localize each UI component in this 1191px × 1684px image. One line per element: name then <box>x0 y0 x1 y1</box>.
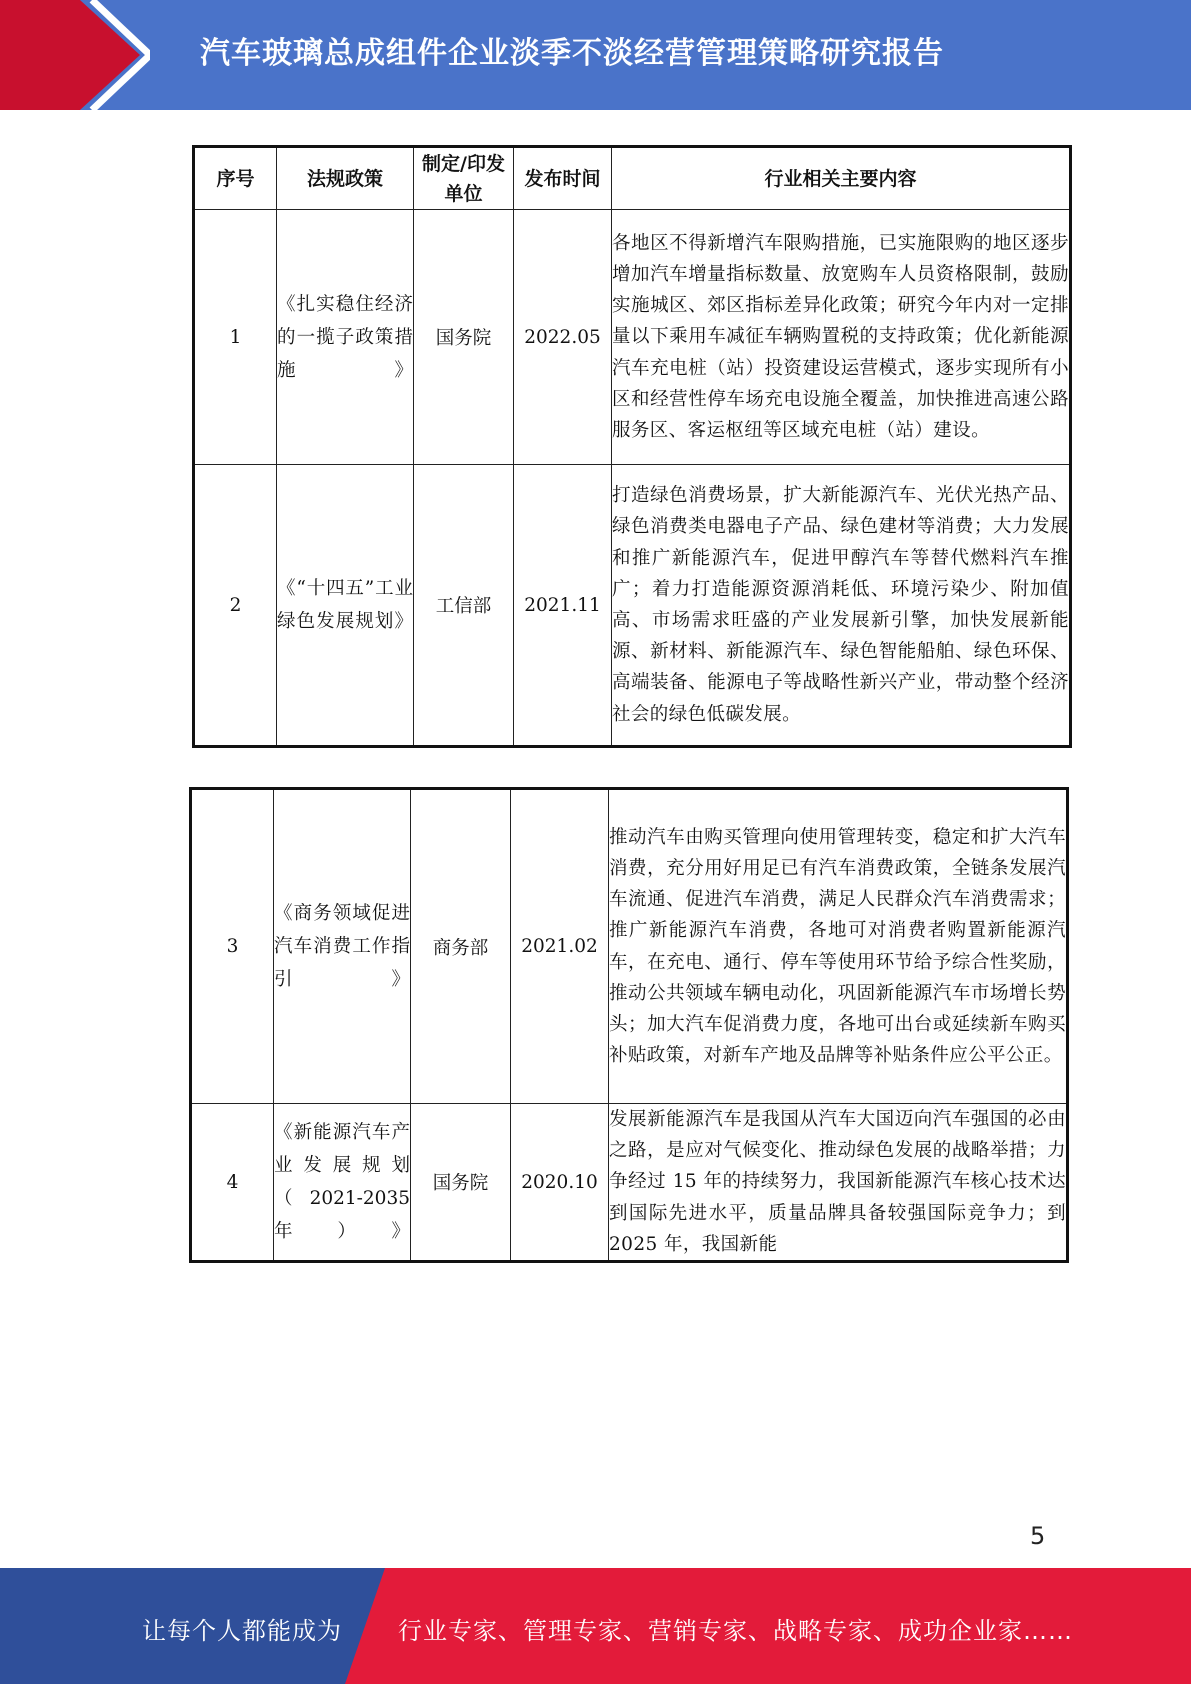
table-row <box>191 1104 1068 1262</box>
row-date: 2021.02 <box>511 789 609 1104</box>
row-policy-name: 《“十四五”工业绿色发展规划》 <box>277 465 414 747</box>
row-content: 各地区不得新增汽车限购措施，已实施限购的地区逐步增加汽车增量指标数量、放宽购车人员资格限制，鼓励实施城区、郊区指标差异化政策；研究今年内对一定排量以下乘用车减征车辆购置税的支持政策；优化新能源汽车充电桩（站）投资建设运营模式，逐步实现所有小区和经营性停车场充电设施全覆盖，加快推进高速公路服务区、客运枢纽等区域充电桩（站）建设。 <box>612 210 1071 465</box>
row-policy-name: 《扎实稳住经济的一揽子政策措施》 <box>277 210 414 465</box>
row-content: 发展新能源汽车是我国从汽车大国迈向汽车强国的必由之路，是应对气候变化、推动绿色发展的战略举措；力争经过 15 年的持续努力，我国新能源汽车核心技术达到国际先进水平，质量品牌具备较强国际竞争力；到 2025 年，我国新能 <box>609 1104 1068 1262</box>
policy-table-part-1 <box>192 145 1072 748</box>
row-index: 1 <box>194 210 277 465</box>
row-index: 4 <box>191 1104 274 1262</box>
table-header-row <box>194 147 1071 210</box>
row-issuer: 国务院 <box>411 1104 511 1262</box>
header-content: 行业相关主要内容 <box>612 147 1071 210</box>
row-policy-name: 《新能源汽车产业发展规划（2021-2035年）》 <box>274 1104 411 1262</box>
row-index: 3 <box>191 789 274 1104</box>
header-bar <box>0 0 1191 110</box>
header-accent-chevron <box>0 0 150 110</box>
report-title: 汽车玻璃总成组件企业淡季不淡经营管理策略研究报告 <box>200 36 944 71</box>
row-issuer: 商务部 <box>411 789 511 1104</box>
header-date: 发布时间 <box>514 147 612 210</box>
table-row <box>194 465 1071 747</box>
footer-slogan-right: 行业专家、管理专家、营销专家、战略专家、成功企业家…… <box>398 1617 1073 1645</box>
header-issuer: 制定/印发单位 <box>414 147 514 210</box>
row-issuer: 国务院 <box>414 210 514 465</box>
row-date: 2020.10 <box>511 1104 609 1262</box>
page-number: 5 <box>1030 1522 1046 1550</box>
policy-table-part-2 <box>189 787 1069 1263</box>
row-index: 2 <box>194 465 277 747</box>
row-policy-name: 《商务领域促进汽车消费工作指引》 <box>274 789 411 1104</box>
row-date: 2022.05 <box>514 210 612 465</box>
header-policy: 法规政策 <box>277 147 414 210</box>
row-date: 2021.11 <box>514 465 612 747</box>
row-content: 打造绿色消费场景，扩大新能源汽车、光伏光热产品、绿色消费类电器电子产品、绿色建材等消费；大力发展和推广新能源汽车，促进甲醇汽车等替代燃料汽车推广；着力打造能源资源消耗低、环境污染少、附加值高、市场需求旺盛的产业发展新引擎，加快发展新能源、新材料、新能源汽车、绿色智能船舶、绿色环保、高端装备、能源电子等战略性新兴产业，带动整个经济社会的绿色低碳发展。 <box>612 465 1071 747</box>
table-row <box>194 210 1071 465</box>
footer-slogan-left: 让每个人都能成为 <box>142 1617 342 1645</box>
table-row <box>191 789 1068 1104</box>
row-issuer: 工信部 <box>414 465 514 747</box>
footer-banner <box>0 1568 1191 1684</box>
row-content: 推动汽车由购买管理向使用管理转变，稳定和扩大汽车消费，充分用好用足已有汽车消费政策，全链条发展汽车流通、促进汽车消费，满足人民群众汽车消费需求；推广新能源汽车消费，各地可对消费者购置新能源汽车，在充电、通行、停车等使用环节给予综合性奖励，推动公共领域车辆电动化，巩固新能源汽车市场增长势头；加大汽车促消费力度，各地可出台或延续新车购买补贴政策，对新车产地及品牌等补贴条件应公平公正。 <box>609 789 1068 1104</box>
header-index: 序号 <box>194 147 277 210</box>
